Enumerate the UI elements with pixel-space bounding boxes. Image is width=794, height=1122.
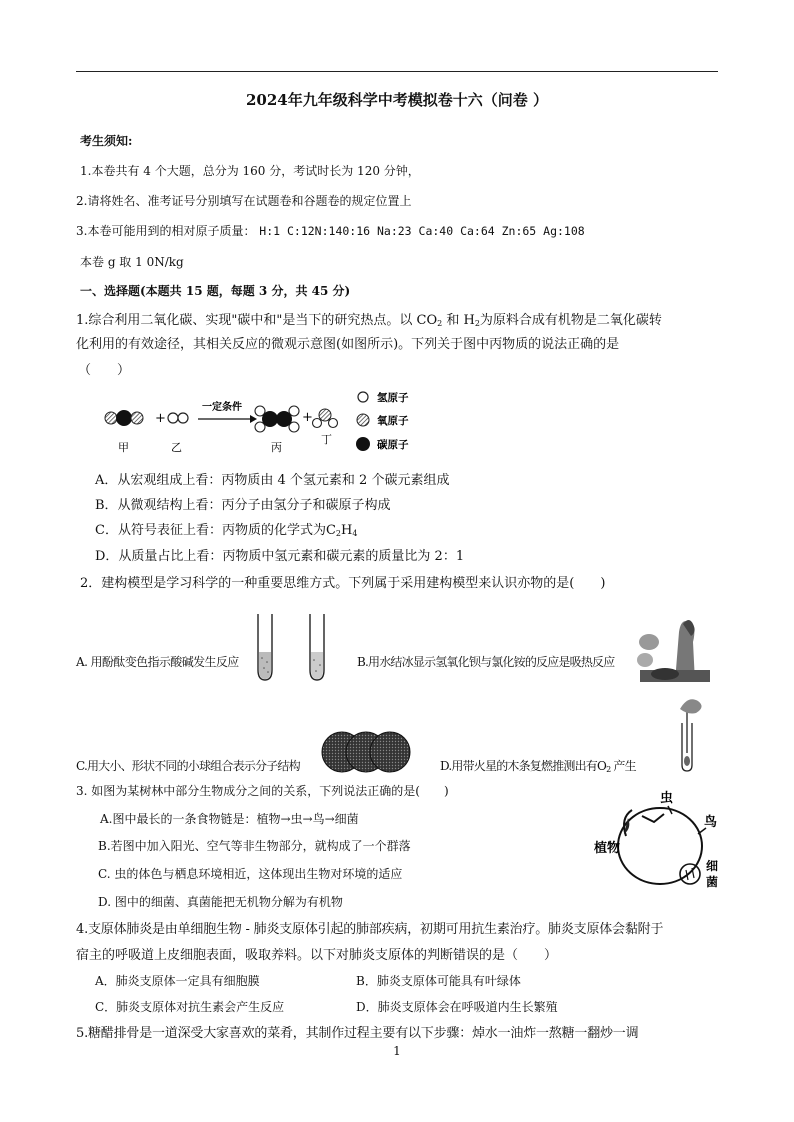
reaction-arrow: [198, 415, 257, 423]
molecule-bing: [255, 406, 299, 432]
label-ding: 丁: [321, 433, 332, 446]
page-number: 1: [393, 1044, 401, 1058]
q3-option-d: D. 图中的细菌、真菌能把无机物分解为有机物: [98, 895, 343, 909]
q1-option-c-h: H: [341, 523, 353, 538]
q3-option-b: B.若图中加入阳光、空气等非生物部分，就构成了一个群落: [98, 839, 411, 853]
q3-stem: 3. 如图为某树林中部分生物成分之间的关系，下列说法正确的是( ): [76, 784, 449, 798]
q2-option-b: B.用水结冰显示氢氧化钡与氯化铵的反应是吸热反应: [357, 655, 615, 669]
q2-option-a: A. 用酚酞变色指示酸碱发生反应: [76, 655, 239, 669]
q5-stem-line1: 5.糖醋排骨是一道深受大家喜欢的菜肴，其制作过程主要有以下步骤：焯水一油炸一熬糖一翻炒一调: [76, 1026, 639, 1041]
arrow-label: 一定条件: [202, 402, 242, 413]
molecule-yi: [168, 413, 188, 423]
diagram-legend: [356, 392, 370, 451]
q1-text-c: 为原料合成有机物是二氧化碳转: [479, 313, 662, 328]
atomic-masses: H:1 C:12N:140:16 Na:23 Ca:40 Ca:64 Zn:65 Ag:108: [259, 224, 585, 238]
q3-option-a: A.图中最长的一条食物链是：植物→虫→鸟→细菌: [100, 812, 359, 826]
notice-item-3-label: 3.本卷可能用到的相对原子质量：: [76, 224, 256, 238]
q3-option-c: C. 虫的体色与栖息环境相近，这体现出生物对环境的适应: [98, 867, 403, 881]
q2-option-c: C.用大小、形状不同的小球组合表示分子结构: [76, 759, 300, 773]
legend-oxygen: 氧原子: [377, 415, 409, 427]
section-heading: 一、选择题(本题共 15 题，每题 3 分，共 45 分): [80, 284, 351, 298]
q1-sub-1: 2: [437, 319, 443, 328]
q1-option-a: A．从宏观组成上看：丙物质由 4 个氢元素和 2 个碳元素组成: [95, 473, 450, 488]
plus-1: +: [155, 411, 166, 426]
food-web-diagram: [594, 788, 720, 896]
molecule-jia: [105, 410, 143, 426]
q1-option-b: B．从微观结构上看：丙分子由氢分子和碳原子构成: [95, 498, 391, 513]
q4-option-c: C．肺炎支原体对抗生素会产生反应: [95, 1000, 285, 1014]
q4-stem-line2: 宿主的呼吸道上皮细胞表面，吸取养料。以下对肺炎支原体的判断错误的是（ ）: [76, 948, 558, 963]
q2-option-d-text-a: D.用带火星的木条复燃推测出有O: [440, 759, 607, 773]
q4-option-a: A．肺炎支原体一定具有细胞膜: [95, 974, 260, 988]
legend-carbon: 碳原子: [377, 439, 409, 451]
label-jia: 甲: [118, 441, 129, 454]
molecule-ding: [313, 409, 338, 428]
notice-item-4: 本卷 g 取 1 0N/kg: [80, 255, 184, 269]
q1-option-c: [95, 519, 357, 538]
test-tubes-image: [255, 612, 330, 684]
label-bacteria-1: 细: [706, 859, 719, 873]
header-rule: [76, 71, 718, 72]
label-bird: 鸟: [704, 815, 718, 830]
glowing-splint-image: [668, 695, 713, 773]
q1-sub-2: 2: [474, 319, 480, 328]
q2-option-d: [440, 757, 636, 774]
q1-stem-line2: 化利用的有效途径，其相关反应的微观示意图(如图所示)。下列关于图中丙物质的说法正确的是: [76, 337, 620, 352]
q1-text-a: 1.综合利用二氧化碳、实现"碳中和"是当下的研究热点。以 CO: [76, 313, 438, 328]
q2-option-d-sub: 2: [606, 765, 611, 774]
label-bacteria-2: 菌: [706, 875, 719, 889]
q1-stem-line1: [76, 309, 662, 328]
label-yi: 乙: [171, 441, 182, 454]
label-plant: 植物: [594, 841, 621, 856]
molecule-spheres-image: [322, 728, 410, 776]
page-title: 2024年九年级科学中考模拟卷十六（问卷 ）: [246, 91, 548, 109]
q4-stem-line1: 4.支原体肺炎是由单细胞生物 - 肺炎支原体引起的肺部疾病，初期可用抗生素治疗。肺炎支原体会黏附于: [76, 922, 664, 937]
frozen-beaker-image: [635, 612, 713, 684]
q4-option-b: B．肺炎支原体可能具有叶绿体: [356, 974, 521, 988]
notice-heading: 考生须知:: [80, 134, 133, 148]
q1-reaction-diagram: [95, 385, 455, 465]
q1-text-b: 和 H: [442, 313, 475, 328]
plus-2: +: [302, 410, 313, 425]
q1-option-d: D．从质量占比上看：丙物质中氢元素和碳元素的质量比为 2：1: [95, 549, 465, 564]
legend-hydrogen: 氢原子: [377, 392, 409, 404]
q1-option-c-sub2: 4: [352, 529, 358, 538]
q2-stem: 2．建构模型是学习科学的一种重要思维方式。下列属于采用建构模型来认识亦物的是( ): [80, 576, 606, 591]
label-bing: 丙: [271, 441, 282, 454]
notice-item-3: [76, 222, 585, 239]
label-insect: 虫: [660, 791, 674, 806]
q4-option-d: D．肺炎支原体会在呼吸道内生长繁殖: [356, 1000, 558, 1014]
q1-option-c-text: C．从符号表征上看：丙物质的化学式为C: [95, 523, 336, 538]
notice-item-1: 1.本卷共有 4 个大题，总分为 160 分，考试时长为 120 分钟，: [80, 164, 420, 178]
q1-option-c-sub1: 2: [335, 529, 341, 538]
q1-bracket: （ ）: [78, 363, 131, 378]
q2-option-d-text-b: 产生: [610, 759, 636, 773]
notice-item-2: 2.请将姓名、准考证号分别填写在试题卷和谷题卷的规定位置上: [76, 194, 412, 208]
